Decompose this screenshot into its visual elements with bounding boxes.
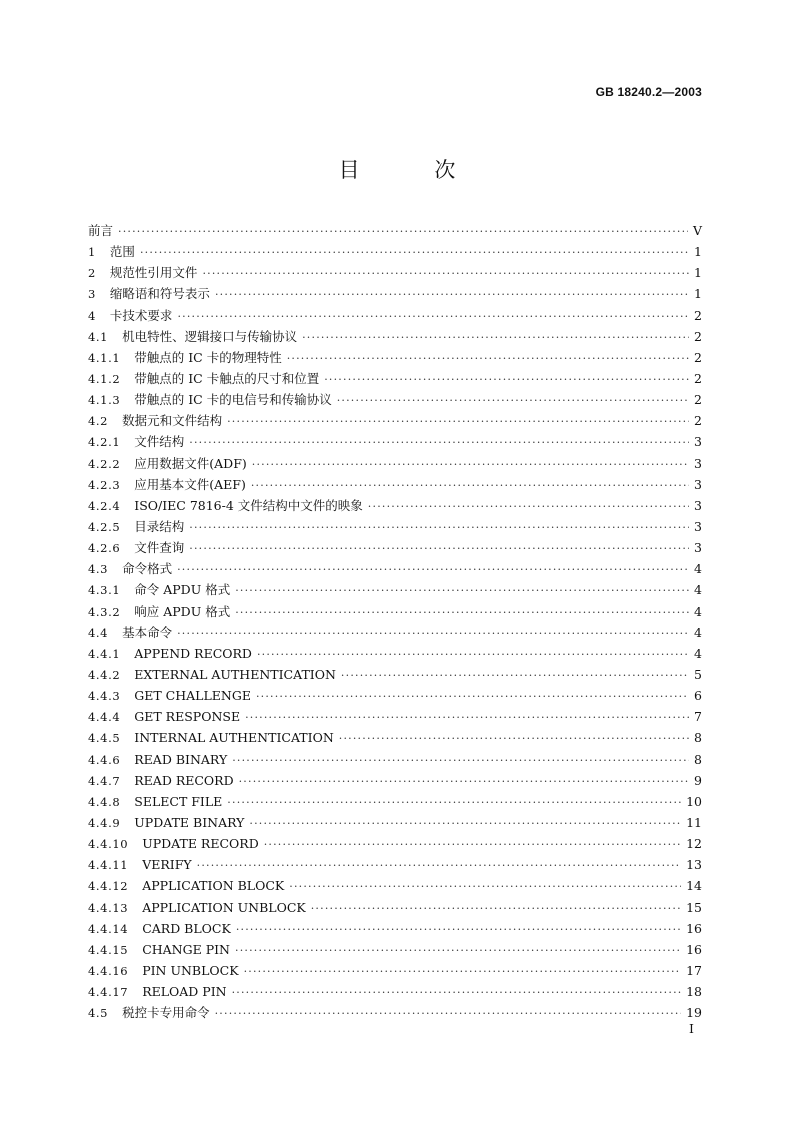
toc-entry-number: 4.1.2 (88, 371, 121, 386)
toc-entry-title: 机电特性、逻辑接口与传输协议 (122, 328, 298, 344)
toc-entry-title: READ BINARY (134, 751, 228, 767)
toc-entry-title: 带触点的 IC 卡的物理特性 (134, 349, 282, 365)
toc-entry-number: 4.4.8 (88, 794, 121, 809)
toc-entry-number: 4.3.1 (88, 583, 121, 598)
toc-leader-dots (189, 538, 689, 559)
toc-entry-number: 3 (88, 287, 96, 302)
toc-entry-page: 8 (694, 751, 702, 767)
toc-entry-page: 15 (686, 899, 702, 915)
toc-entry-title: APPLICATION BLOCK (142, 878, 285, 894)
toc-entry-page: 4 (694, 603, 702, 619)
toc-entry[interactable] (88, 431, 702, 452)
toc-entry-page: 4 (694, 582, 702, 598)
toc-entry[interactable] (88, 981, 702, 1002)
toc-entry[interactable] (88, 749, 702, 770)
toc-leader-dots (264, 834, 681, 855)
toc-entry[interactable] (88, 474, 702, 495)
toc-entry[interactable] (88, 622, 702, 643)
table-of-contents (88, 220, 702, 1023)
toc-entry[interactable] (88, 897, 702, 918)
toc-leader-dots (118, 221, 688, 242)
toc-entry-page: 17 (686, 962, 702, 978)
page-number: I (689, 1021, 694, 1036)
toc-leader-dots (197, 855, 681, 876)
toc-entry-title: EXTERNAL AUTHENTICATION (134, 666, 336, 682)
toc-leader-dots (302, 327, 689, 348)
toc-entry-page: 9 (694, 772, 702, 788)
toc-entry-number: 4.4.16 (88, 963, 129, 978)
toc-leader-dots (257, 644, 689, 665)
toc-entry-title: 范围 (109, 244, 135, 260)
toc-leader-dots (341, 665, 689, 686)
toc-entry-number: 4.1 (88, 329, 109, 344)
toc-leader-dots (339, 728, 689, 749)
toc-entry[interactable] (88, 854, 702, 875)
toc-entry-title: SELECT FILE (134, 793, 223, 809)
toc-entry-page: 12 (686, 836, 702, 852)
toc-entry-number: 4.1.1 (88, 350, 121, 365)
toc-entry-number: 4.3 (88, 562, 109, 577)
toc-leader-dots (177, 559, 689, 580)
toc-entry-number: 4.2.2 (88, 456, 121, 471)
toc-entry[interactable] (88, 770, 702, 791)
toc-entry-title: APPLICATION UNBLOCK (142, 899, 306, 915)
toc-entry[interactable] (88, 537, 702, 558)
toc-entry-number: 1 (88, 245, 96, 260)
toc-entry-number: 4.2.6 (88, 541, 121, 556)
toc-entry-number: 4.4.3 (88, 689, 121, 704)
toc-entry[interactable] (88, 516, 702, 537)
toc-entry[interactable] (88, 960, 702, 981)
toc-entry-title: RELOAD PIN (142, 984, 227, 1000)
toc-entry-title: 卡技术要求 (109, 307, 173, 323)
toc-entry-number: 4.4.11 (88, 858, 129, 873)
toc-leader-dots (324, 369, 689, 390)
toc-entry[interactable] (88, 601, 702, 622)
toc-entry[interactable] (88, 706, 702, 727)
toc-entry-page: 2 (694, 307, 702, 323)
toc-leader-dots (189, 517, 689, 538)
toc-entry[interactable] (88, 558, 702, 579)
toc-leader-dots (232, 750, 689, 771)
toc-leader-dots (287, 348, 689, 369)
toc-entry-title: UPDATE RECORD (142, 836, 259, 852)
toc-entry-title: 命令 APDU 格式 (134, 582, 231, 598)
toc-entry-page: 2 (694, 392, 702, 408)
toc-leader-dots (177, 623, 689, 644)
toc-entry[interactable] (88, 389, 702, 410)
toc-entry-page: 3 (694, 540, 702, 556)
toc-entry-page: 2 (694, 370, 702, 386)
toc-entry[interactable] (88, 241, 702, 262)
toc-leader-dots (235, 580, 689, 601)
toc-entry-title: CHANGE PIN (142, 941, 230, 957)
toc-leader-dots (177, 306, 689, 327)
toc-entry-number: 4.4.6 (88, 752, 121, 767)
toc-entry[interactable] (88, 643, 702, 664)
toc-entry[interactable] (88, 410, 702, 431)
toc-entry-page: 4 (694, 624, 702, 640)
toc-entry-page: 4 (694, 561, 702, 577)
toc-leader-dots (189, 432, 689, 453)
toc-entry-page: 3 (694, 434, 702, 450)
toc-entry-title: PIN UNBLOCK (142, 962, 239, 978)
toc-entry[interactable] (88, 685, 702, 706)
toc-leader-dots (256, 686, 689, 707)
toc-entry-title: 基本命令 (122, 624, 173, 640)
toc-entry-number: 4.4.10 (88, 837, 129, 852)
toc-leader-dots (239, 771, 689, 792)
toc-entry[interactable] (88, 664, 702, 685)
toc-entry-number: 4.4.17 (88, 985, 129, 1000)
toc-entry-page: 19 (686, 1005, 702, 1021)
toc-leader-dots (236, 919, 681, 940)
toc-entry-page: 14 (686, 878, 702, 894)
toc-entry-title: 文件查询 (134, 540, 185, 556)
toc-entry-number: 4 (88, 308, 96, 323)
toc-leader-dots (235, 602, 689, 623)
toc-leader-dots (235, 940, 681, 961)
toc-leader-dots (289, 876, 681, 897)
toc-entry[interactable] (88, 579, 702, 600)
toc-entry[interactable] (88, 727, 702, 748)
toc-entry-number: 4.4.1 (88, 646, 121, 661)
toc-entry-title: 文件结构 (134, 434, 185, 450)
toc-entry[interactable] (88, 812, 702, 833)
toc-leader-dots (251, 475, 689, 496)
toc-entry-page: 18 (686, 984, 702, 1000)
toc-entry-number: 4.4.15 (88, 942, 129, 957)
toc-entry-page: 2 (694, 413, 702, 429)
toc-entry-page: 3 (694, 455, 702, 471)
toc-entry-number: 4.4.7 (88, 773, 121, 788)
toc-entry-number: 4.3.2 (88, 604, 121, 619)
toc-entry[interactable] (88, 495, 702, 516)
toc-leader-dots (311, 898, 681, 919)
toc-entry-title: READ RECORD (134, 772, 234, 788)
toc-entry-title: APPEND RECORD (134, 645, 252, 661)
toc-entry-page: 16 (686, 920, 702, 936)
toc-entry[interactable] (88, 262, 702, 283)
toc-leader-dots (249, 813, 681, 834)
toc-entry-page: 7 (694, 709, 702, 725)
toc-entry-number: 4.5 (88, 1006, 109, 1021)
toc-leader-dots (227, 792, 681, 813)
toc-entry-number: 4.2.4 (88, 498, 121, 513)
toc-entry-title: GET RESPONSE (134, 709, 241, 725)
toc-entry-page: 1 (694, 265, 702, 281)
toc-entry-title: CARD BLOCK (142, 920, 231, 936)
toc-entry[interactable] (88, 368, 702, 389)
page-title: 目 次 (338, 158, 490, 182)
toc-entry[interactable] (88, 283, 702, 304)
toc-entry[interactable] (88, 1002, 702, 1023)
toc-entry-title: 响应 APDU 格式 (134, 603, 231, 619)
toc-entry-title: VERIFY (142, 857, 192, 873)
toc-entry-number: 2 (88, 266, 96, 281)
toc-entry-page: 10 (686, 793, 702, 809)
toc-entry[interactable] (88, 305, 702, 326)
toc-entry-number: 4.4.12 (88, 879, 129, 894)
toc-entry-title: 带触点的 IC 卡的电信号和传输协议 (134, 392, 332, 408)
toc-leader-dots (232, 982, 682, 1003)
toc-entry-page: 1 (694, 244, 702, 260)
toc-entry-number: 4.4.4 (88, 710, 121, 725)
toc-entry-number: 4.4.5 (88, 731, 121, 746)
toc-entry-number: 4.2.5 (88, 519, 121, 534)
toc-entry-title: 目录结构 (134, 518, 185, 534)
toc-entry-number: 4.1.3 (88, 393, 121, 408)
toc-entry-title: 数据元和文件结构 (122, 413, 223, 429)
toc-leader-dots (140, 242, 689, 263)
toc-entry-title: INTERNAL AUTHENTICATION (134, 730, 334, 746)
toc-entry-title: 应用数据文件(ADF) (134, 455, 247, 471)
toc-entry-page: 1 (694, 286, 702, 302)
toc-entry-page: 6 (694, 688, 702, 704)
toc-entry-number: 4.4.13 (88, 900, 129, 915)
toc-entry-page: 4 (694, 645, 702, 661)
toc-entry-title: ISO/IEC 7816-4 文件结构中文件的映象 (134, 497, 363, 513)
toc-leader-dots (202, 263, 689, 284)
toc-entry-title: 应用基本文件(AEF) (134, 476, 246, 492)
toc-entry-title: 税控卡专用命令 (122, 1005, 210, 1021)
toc-entry-page: 13 (686, 857, 702, 873)
toc-entry-page: 3 (694, 476, 702, 492)
toc-leader-dots (215, 284, 689, 305)
toc-entry-title: UPDATE BINARY (134, 814, 245, 830)
toc-entry-title: 命令格式 (122, 561, 173, 577)
toc-entry[interactable] (88, 833, 702, 854)
toc-entry-page: 8 (694, 730, 702, 746)
toc-leader-dots (252, 454, 689, 475)
toc-entry-number: 4.2.3 (88, 477, 121, 492)
toc-entry-title: 前言 (88, 223, 114, 238)
toc-entry-page: 2 (694, 328, 702, 344)
toc-entry-title: 规范性引用文件 (109, 265, 198, 281)
toc-entry[interactable] (88, 939, 702, 960)
toc-leader-dots (215, 1003, 681, 1024)
toc-entry-number: 4.2.1 (88, 435, 121, 450)
toc-leader-dots (337, 390, 689, 411)
toc-leader-dots (368, 496, 689, 517)
toc-entry-title: GET CHALLENGE (134, 688, 251, 704)
toc-leader-dots (244, 961, 682, 982)
toc-entry[interactable] (88, 791, 702, 812)
toc-entry-number: 4.2 (88, 414, 109, 429)
toc-entry-page: 2 (694, 349, 702, 365)
toc-entry-title: 带触点的 IC 卡触点的尺寸和位置 (134, 370, 320, 386)
toc-entry-number: 4.4.9 (88, 815, 121, 830)
toc-entry[interactable] (88, 347, 702, 368)
toc-entry-number: 4.4.2 (88, 667, 121, 682)
toc-leader-dots (245, 707, 689, 728)
toc-entry[interactable] (88, 918, 702, 939)
toc-entry-number: 4.4.14 (88, 921, 129, 936)
toc-entry-page: V (692, 223, 702, 238)
toc-entry-page: 11 (686, 814, 702, 830)
toc-entry[interactable] (88, 875, 702, 896)
standard-code: GB 18240.2—2003 (595, 85, 702, 99)
toc-entry[interactable] (88, 453, 702, 474)
toc-entry[interactable] (88, 220, 702, 241)
toc-entry-page: 5 (694, 666, 702, 682)
toc-entry[interactable] (88, 326, 702, 347)
toc-entry-page: 3 (694, 518, 702, 534)
toc-entry-page: 16 (686, 941, 702, 957)
toc-leader-dots (227, 411, 689, 432)
toc-entry-title: 缩略语和符号表示 (109, 286, 210, 302)
toc-entry-number: 4.4 (88, 625, 109, 640)
toc-entry-page: 3 (694, 497, 702, 513)
